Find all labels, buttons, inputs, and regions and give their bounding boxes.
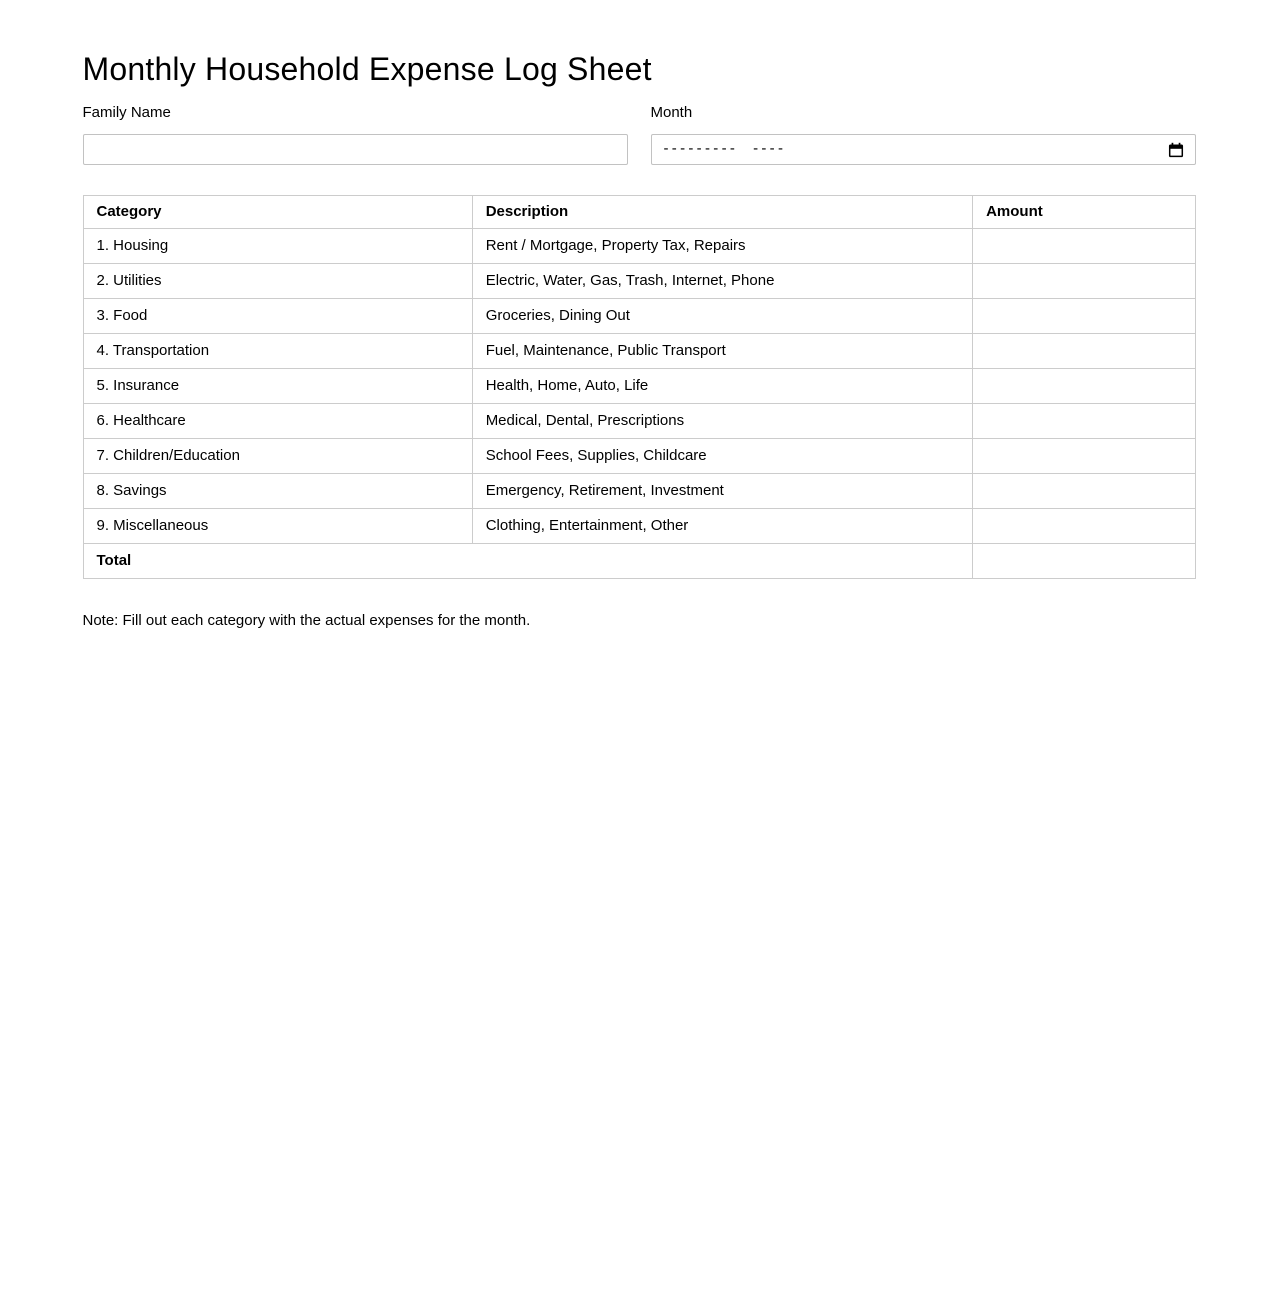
- table-row: [83, 264, 1195, 299]
- table-row: [83, 474, 1195, 509]
- table-row: [83, 229, 1195, 264]
- table-row: [83, 439, 1195, 474]
- description-cell: Medical, Dental, Prescriptions: [472, 404, 972, 439]
- total-row: [83, 544, 1195, 579]
- table-row: [83, 369, 1195, 404]
- category-cell: 8. Savings: [83, 474, 472, 509]
- month-label: Month: [650, 104, 693, 121]
- family-name-label: Family Name: [82, 104, 171, 121]
- description-cell: Groceries, Dining Out: [472, 299, 972, 334]
- amount-cell: [973, 369, 1195, 404]
- table-row: [83, 299, 1195, 334]
- calendar-icon[interactable]: [1168, 142, 1184, 158]
- category-cell: 1. Housing: [83, 229, 472, 264]
- content-container: [83, 0, 1196, 630]
- family-name-field: [83, 104, 628, 165]
- category-cell: 6. Healthcare: [83, 404, 472, 439]
- month-empty-value: --------- ----: [663, 140, 787, 157]
- form-row: [83, 104, 1196, 165]
- description-cell: Emergency, Retirement, Investment: [472, 474, 972, 509]
- table-row: [83, 509, 1195, 544]
- amount-cell: [973, 264, 1195, 299]
- page-title: Monthly Household Expense Log Sheet: [82, 51, 652, 87]
- category-cell: 2. Utilities: [83, 264, 472, 299]
- category-cell: 5. Insurance: [83, 369, 472, 404]
- amount-cell: [973, 334, 1195, 369]
- header-category: Category: [83, 196, 472, 229]
- total-amount-cell: [973, 544, 1195, 579]
- category-cell: 4. Transportation: [83, 334, 472, 369]
- description-cell: Clothing, Entertainment, Other: [472, 509, 972, 544]
- category-cell: 9. Miscellaneous: [83, 509, 472, 544]
- table-header-row: [83, 196, 1195, 229]
- expense-table: [83, 195, 1196, 579]
- description-cell: Fuel, Maintenance, Public Transport: [472, 334, 972, 369]
- category-cell: 3. Food: [83, 299, 472, 334]
- month-field: [651, 104, 1196, 165]
- amount-cell: [973, 229, 1195, 264]
- amount-cell: [973, 509, 1195, 544]
- header-description: Description: [472, 196, 972, 229]
- description-cell: Health, Home, Auto, Life: [472, 369, 972, 404]
- table-row: [83, 334, 1195, 369]
- amount-cell: [973, 299, 1195, 334]
- description-cell: Electric, Water, Gas, Trash, Internet, Phone: [472, 264, 972, 299]
- amount-cell: [973, 404, 1195, 439]
- description-cell: Rent / Mortgage, Property Tax, Repairs: [472, 229, 972, 264]
- table-row: [83, 404, 1195, 439]
- month-input[interactable]: [651, 134, 1196, 165]
- family-name-input[interactable]: [83, 134, 628, 165]
- header-amount: Amount: [973, 196, 1195, 229]
- amount-cell: [973, 474, 1195, 509]
- description-cell: School Fees, Supplies, Childcare: [472, 439, 972, 474]
- total-label-cell: Total: [83, 544, 973, 579]
- note-text: Note: Fill out each category with the actual expenses for the month.: [82, 612, 531, 629]
- category-cell: 7. Children/Education: [83, 439, 472, 474]
- amount-cell: [973, 439, 1195, 474]
